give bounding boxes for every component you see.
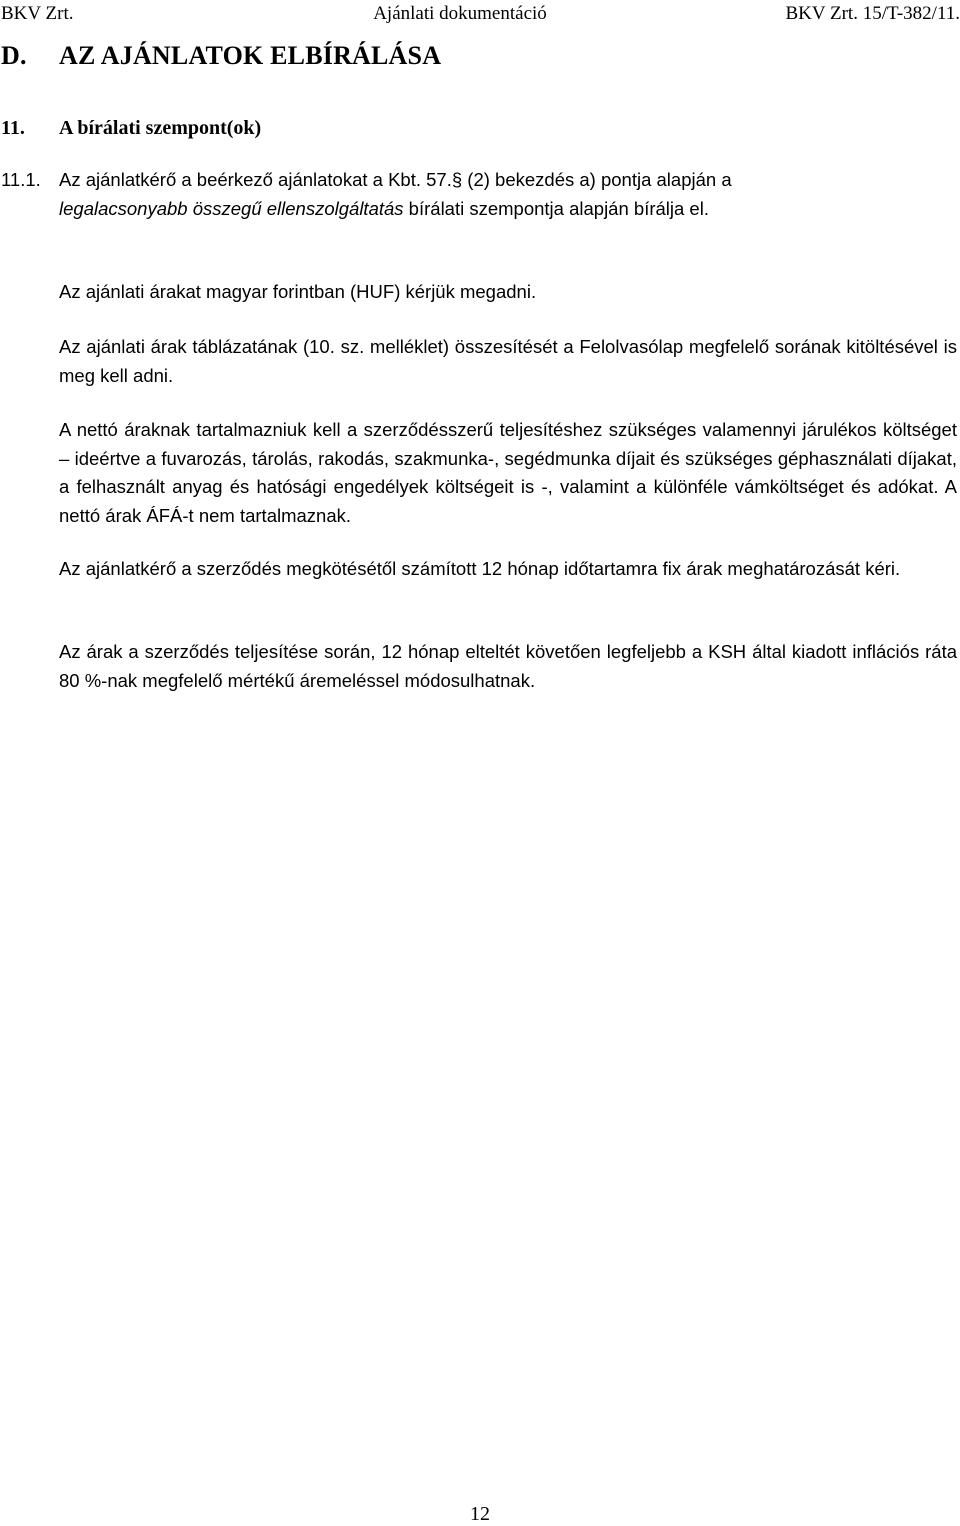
paragraph-price-increase: Az árak a szerződés teljesítése során, 12 hónap elteltét követően legfeljebb a KSH által kiadott inflációs ráta 80 %-nak megfelelő mértékű áremeléssel módosulhatnak. <box>59 641 957 691</box>
section-number: D. <box>1 41 27 70</box>
paragraph-price-table: Az ajánlati árak táblázatának (10. sz. melléklet) összesítését a Felolvasólap megfelelő sorának kitöltésével is meg kell adni. <box>59 336 957 386</box>
header-reference-number: BKV Zrt. 15/T-382/11. <box>785 3 960 24</box>
page-number: 12 <box>470 1503 490 1525</box>
subsection-number: 11. <box>1 117 25 139</box>
paragraph-continuation <box>1 195 957 224</box>
paragraph-11-1 <box>1 166 957 223</box>
paragraph-tail: bírálati szempontja alapján bírálja el. <box>403 197 709 219</box>
paragraph-currency: Az ajánlati árakat magyar forintban (HUF) kérjük megadni. <box>59 281 537 302</box>
paragraph-fixed-prices: Az ajánlatkérő a szerződés megkötésétől számított 12 hónap időtartamra fix árak meghatározását kéri. <box>59 558 901 579</box>
subsection-heading <box>1 114 261 142</box>
paragraph-line: Az ajánlatkérő a beérkező ajánlatokat a Kbt. 57.§ (2) bekezdés a) pontja alapján a <box>59 169 732 190</box>
subsection-title: A bírálati szempont(ok) <box>59 117 262 139</box>
header-document-type: Ajánlati dokumentáció <box>373 3 547 24</box>
paragraph-net-prices: A nettó áraknak tartalmazniuk kell a szerződésszerű teljesítéshez szükséges valamennyi járulékos költséget – ideértve a fuvarozás, tárolás, rakodás, szakmunka-, segédmunka díjait és szükséges géphasználati díjakat, a felhasznált anyag és hatósági engedélyek költségeit is -, valamint a különféle vámköltséget és adókat. A nettó árak ÁFÁ-t nem tartalmaznak. <box>59 419 957 526</box>
header-company: BKV Zrt. <box>1 3 74 24</box>
section-title: AZ AJÁNLATOK ELBÍRÁLÁSA <box>59 41 442 70</box>
section-heading <box>1 40 441 72</box>
paragraph-number: 11.1. <box>1 169 41 190</box>
italic-criterion: legalacsonyabb összegű ellenszolgáltatás <box>59 197 404 219</box>
